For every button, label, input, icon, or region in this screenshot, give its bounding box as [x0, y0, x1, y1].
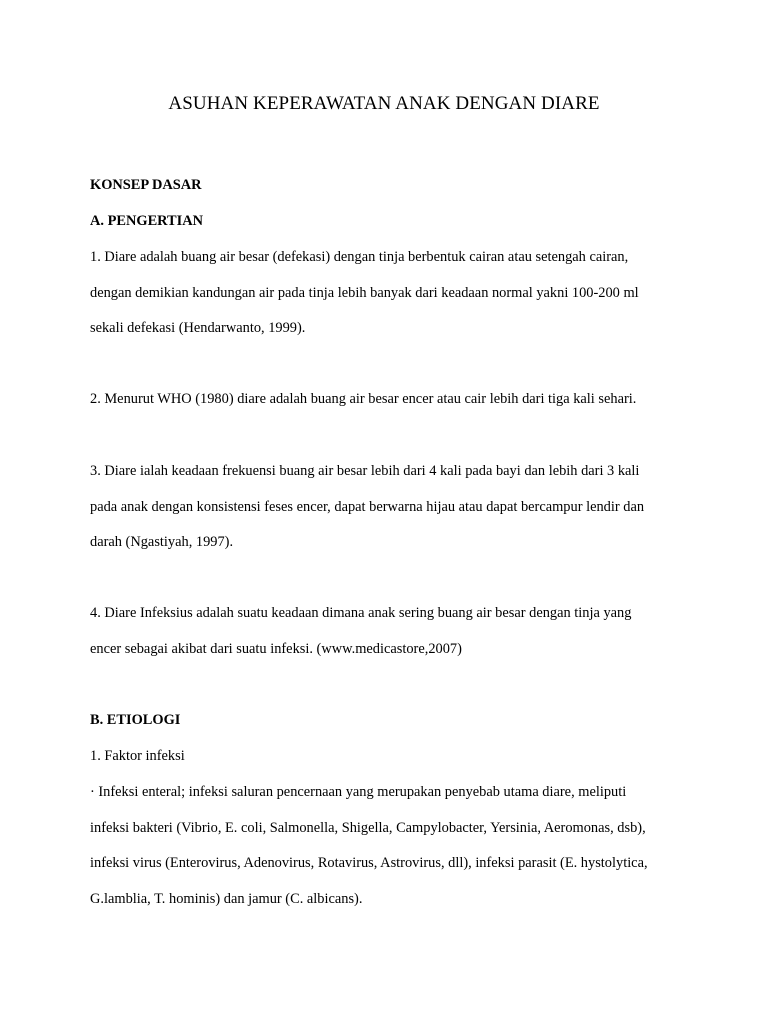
heading-etiologi: B. ETIOLOGI [90, 712, 181, 728]
pengertian-item2-line: 2. Menurut WHO (1980) diare adalah buang air besar encer atau cair lebih dari tiga kali sehari. [90, 391, 637, 407]
pengertian-item4-line: 4. Diare Infeksius adalah suatu keadaan dimana anak sering buang air besar dengan tinja yang [90, 605, 632, 621]
etiologi-bullet1-line: G.lamblia, T. hominis) dan jamur (C. albicans). [90, 891, 363, 907]
etiologi-bullet1-line: infeksi bakteri (Vibrio, E. coli, Salmonella, Shigella, Campylobacter, Yersinia, Aeromonas, dsb), [90, 820, 646, 836]
section-heading-konsep-dasar: KONSEP DASAR [90, 177, 202, 193]
pengertian-item3-line: 3. Diare ialah keadaan frekuensi buang air besar lebih dari 4 kali pada bayi dan lebih dari 3 kali [90, 463, 640, 479]
pengertian-item1-line: dengan demikian kandungan air pada tinja lebih banyak dari keadaan normal yakni 100-200 ml [90, 285, 639, 301]
etiologi-item1: 1. Faktor infeksi [90, 748, 185, 764]
pengertian-item1-line: 1. Diare adalah buang air besar (defekasi) dengan tinja berbentuk cairan atau setengah cairan, [90, 249, 629, 265]
document-title: ASUHAN KEPERAWATAN ANAK DENGAN DIARE [168, 93, 600, 114]
pengertian-item4-line: encer sebagai akibat dari suatu infeksi. (www.medicastore,2007) [90, 641, 462, 657]
etiologi-bullet1-line: infeksi virus (Enterovirus, Adenovirus, Rotavirus, Astrovirus, dll), infeksi parasit (E. hystolytica, [90, 855, 648, 871]
pengertian-item1-line: sekali defekasi (Hendarwanto, 1999). [90, 320, 306, 336]
pengertian-item3-line: darah (Ngastiyah, 1997). [90, 534, 234, 550]
heading-pengertian: A. PENGERTIAN [90, 213, 204, 229]
pengertian-item3-line: pada anak dengan konsistensi feses encer, dapat berwarna hijau atau dapat bercampur lendir dan [90, 499, 645, 515]
etiologi-bullet1-line: · Infeksi enteral; infeksi saluran pencernaan yang merupakan penyebab utama diare, meliputi [90, 784, 627, 800]
